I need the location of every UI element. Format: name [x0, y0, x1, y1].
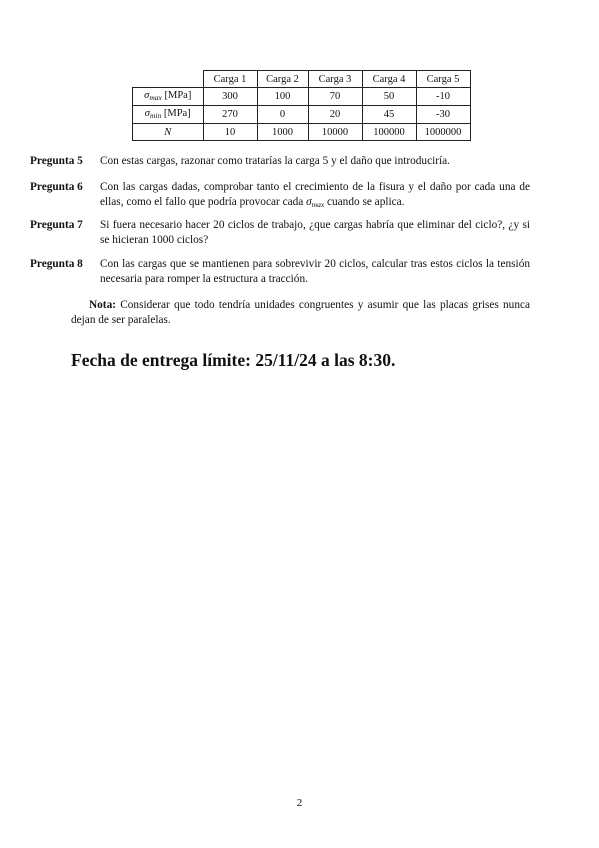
row-label-cycles: N — [133, 124, 204, 141]
question-text: Con las cargas que se mantienen para sobrevivir 20 ciclos, calcular tras estos ciclos la tensión necesaria para romper la estructura a tracción. — [100, 258, 530, 285]
table-cell: 300 — [203, 88, 257, 106]
loads-table — [132, 70, 471, 141]
question-label: Pregunta 6 — [30, 181, 83, 193]
question-text: Con estas cargas, razonar como tratarías la carga 5 y el daño que introduciría. — [100, 155, 450, 167]
table-cell: 1000000 — [416, 124, 470, 141]
note-paragraph — [71, 298, 530, 328]
question-text: Si fuera necesario hacer 20 ciclos de trabajo, ¿que cargas habría que eliminar del ciclo?, ¿y si se hicieran 1000 ciclos? — [100, 219, 530, 246]
question-label: Pregunta 5 — [30, 155, 83, 167]
row-label-sigma-min: $\sigma_{min}$ [MPa] — [133, 106, 204, 124]
table-header-cell: Carga 2 — [257, 71, 308, 88]
table-cell: -30 — [416, 106, 470, 124]
row-label-sigma-max: $\sigma_{max}$ [MPa] — [133, 88, 204, 106]
question-label: Pregunta 8 — [30, 258, 83, 270]
table-row-sigma-min — [133, 106, 471, 124]
table-cell: 1000 — [257, 124, 308, 141]
question-5 — [30, 154, 530, 169]
table-row-sigma-max — [133, 88, 471, 106]
table-cell: 10 — [203, 124, 257, 141]
page-number: 2 — [296, 797, 303, 809]
note-label: Nota: — [89, 299, 116, 311]
table-row-cycles — [133, 124, 471, 141]
table-cell: 20 — [308, 106, 362, 124]
table-cell: 100 — [257, 88, 308, 106]
question-8 — [30, 257, 530, 287]
question-label: Pregunta 7 — [30, 219, 83, 231]
table-cell: 270 — [203, 106, 257, 124]
table-header-row — [133, 71, 471, 88]
table-corner-cell — [133, 71, 204, 88]
table-cell: -10 — [416, 88, 470, 106]
deadline-heading: Fecha de entrega límite: 25/11/24 a las 8:30. — [71, 350, 396, 370]
table-cell: 45 — [362, 106, 416, 124]
table-cell: 70 — [308, 88, 362, 106]
question-text: Con las cargas dadas, comprobar tanto el crecimiento de la fisura y el daño por cada una de ellas, como el fallo que podría provocar cada $\sigma_{max}$ cuando se aplica. — [100, 181, 530, 209]
table-header-cell: Carga 3 — [308, 71, 362, 88]
note-text: Considerar que todo tendría unidades congruentes y asumir que las placas grises nunca dejan de ser paralelas. — [71, 299, 531, 326]
table-header-cell: Carga 4 — [362, 71, 416, 88]
table-cell: 50 — [362, 88, 416, 106]
table-header-cell: Carga 1 — [203, 71, 257, 88]
table-cell: 0 — [257, 106, 308, 124]
table-cell: 100000 — [362, 124, 416, 141]
table-cell: 10000 — [308, 124, 362, 141]
question-7 — [30, 218, 530, 248]
question-6 — [30, 180, 530, 212]
table-header-cell: Carga 5 — [416, 71, 470, 88]
